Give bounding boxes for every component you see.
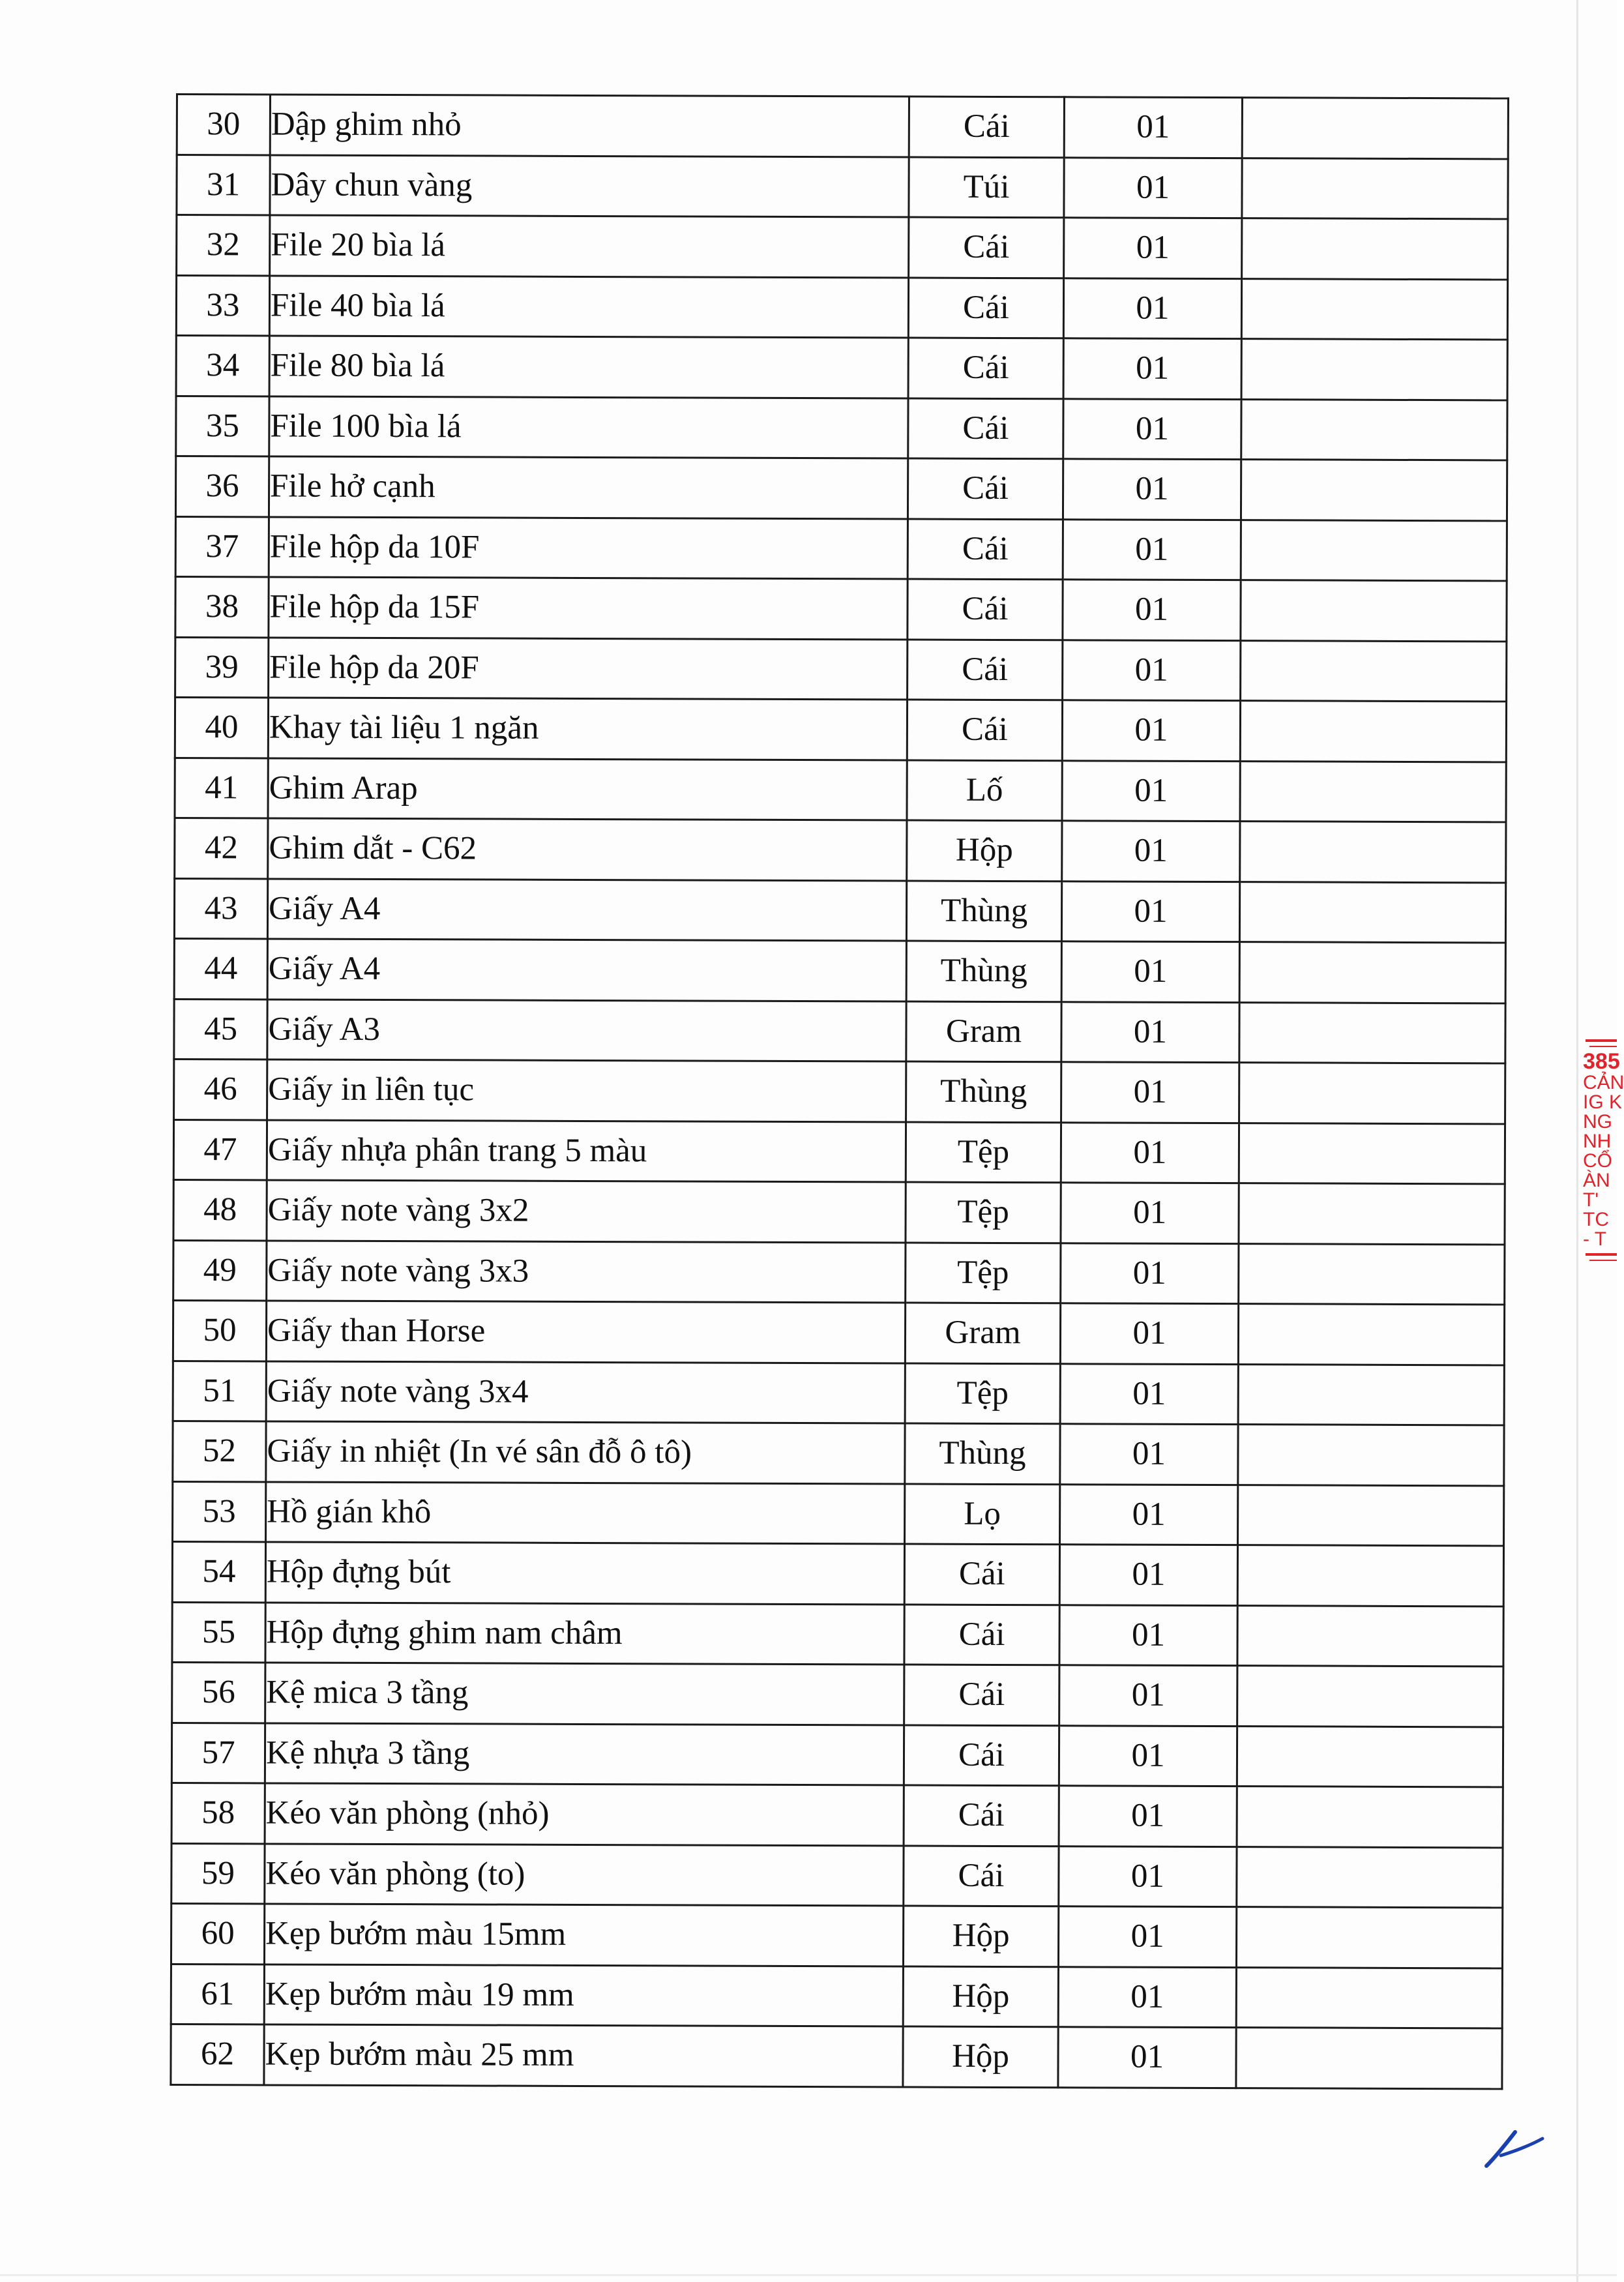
item-name-cell: Kẹp bướm màu 15mm [264,1904,903,1966]
quantity-cell: 01 [1064,97,1242,158]
quantity-cell: 01 [1063,519,1241,580]
stamp-rule [1589,1046,1617,1047]
row-number-cell: 41 [175,758,268,818]
unit-cell: Cái [904,1725,1059,1786]
row-number-cell: 46 [174,1059,267,1119]
quantity-cell: 01 [1061,1122,1239,1183]
row-number-cell: 36 [175,456,269,517]
row-number-cell: 52 [173,1421,266,1481]
row-number-cell: 62 [171,2024,264,2084]
note-cell [1241,580,1507,642]
table-row [173,1361,1504,1425]
quantity-cell: 01 [1063,459,1241,520]
item-name-cell: File 80 bìa lá [269,336,908,398]
stamp-text: 385 [1583,1049,1620,1074]
stamp-text: NG [1583,1111,1612,1133]
stamp-text: IG K [1583,1091,1623,1113]
table-row [175,516,1507,581]
red-stamp-fragment [1580,1035,1624,1317]
item-name-cell: File 20 bìa lá [270,215,909,278]
note-cell [1242,98,1508,159]
note-cell [1239,1243,1505,1305]
table-row [177,95,1508,159]
item-name-cell: File hộp da 20F [269,637,908,700]
note-cell [1238,1364,1504,1425]
row-number-cell: 37 [175,516,269,577]
table-row [173,1119,1505,1184]
stamp-text: T' [1583,1189,1599,1211]
stamp-text: NH [1583,1131,1612,1152]
quantity-cell: 01 [1063,640,1241,700]
row-number-cell: 45 [174,999,267,1060]
unit-cell: Cái [908,398,1063,459]
quantity-cell: 01 [1058,1906,1236,1967]
table-row [176,396,1507,460]
quantity-cell: 01 [1061,1183,1239,1243]
stamp-text: - T [1583,1228,1607,1250]
note-cell [1237,1846,1503,1908]
table-row [177,215,1508,280]
stamp-text: TC [1583,1209,1609,1230]
quantity-cell: 01 [1059,1786,1237,1846]
stamp-text: ÀN [1583,1170,1610,1191]
quantity-cell: 01 [1061,1243,1239,1303]
handwritten-initial-mark [1475,2112,1546,2171]
unit-cell: Tệp [906,1182,1061,1243]
note-cell [1241,520,1507,581]
scan-edge-bottom [0,2274,1617,2276]
item-name-cell: Giấy A3 [267,999,906,1061]
row-number-cell: 61 [171,1964,264,2024]
note-cell [1240,761,1506,822]
quantity-cell: 01 [1064,218,1242,278]
item-name-cell: Kẹp bướm màu 19 mm [264,1964,903,2026]
quantity-cell: 01 [1059,1545,1237,1605]
quantity-cell: 01 [1062,700,1240,761]
note-cell [1242,218,1508,280]
supplies-table-body [171,95,1509,2089]
unit-cell: Hộp [903,1906,1058,1966]
quantity-cell: 01 [1060,1484,1238,1545]
item-name-cell: File hộp da 15F [269,577,908,640]
note-cell [1239,1063,1505,1124]
item-name-cell: Ghim Arap [268,758,907,820]
item-name-cell: Giấy nhựa phân trang 5 màu [267,1119,906,1182]
item-name-cell: Hộp đựng bút [265,1542,904,1605]
item-name-cell: Giấy in nhiệt (In vé sân đỗ ô tô) [266,1421,905,1484]
quantity-cell: 01 [1063,338,1241,399]
table-row [175,577,1507,642]
quantity-cell: 01 [1064,157,1242,218]
unit-cell: Cái [909,96,1064,157]
item-name-cell: Giấy than Horse [266,1301,905,1363]
quantity-cell: 01 [1061,1001,1239,1062]
item-name-cell: Kéo văn phòng (to) [265,1843,904,1906]
item-name-cell: Hồ gián khô [266,1481,905,1544]
row-number-cell: 54 [172,1541,265,1602]
unit-cell: Hộp [903,1966,1058,2027]
quantity-cell: 01 [1059,1665,1237,1726]
item-name-cell: Kéo văn phòng (nhỏ) [265,1783,904,1846]
quantity-cell: 01 [1063,580,1241,640]
unit-cell: Lọ [905,1484,1060,1545]
table-row [174,999,1505,1063]
row-number-cell: 39 [175,637,269,698]
item-name-cell: Giấy note vàng 3x4 [266,1361,905,1423]
note-cell [1239,1123,1505,1184]
unit-cell: Cái [904,1846,1059,1906]
unit-cell: Cái [909,217,1064,278]
item-name-cell: Giấy note vàng 3x3 [267,1240,906,1303]
unit-cell: Cái [904,1605,1059,1665]
note-cell [1238,1425,1504,1486]
table-row [171,1843,1503,1908]
row-number-cell: 53 [173,1481,266,1542]
table-row [174,1059,1505,1123]
supplies-table [170,93,1509,2090]
unit-cell: Thùng [906,941,1061,1001]
table-row [172,1662,1503,1726]
note-cell [1237,1605,1503,1667]
unit-cell: Tệp [906,1243,1061,1303]
stamp-rule [1589,1260,1617,1261]
unit-cell: Cái [904,1665,1059,1725]
row-number-cell: 31 [177,155,270,215]
note-cell [1240,822,1506,883]
note-cell [1241,460,1507,521]
item-name-cell: Kệ mica 3 tầng [265,1663,904,1725]
quantity-cell: 01 [1059,1846,1237,1906]
table-row [175,758,1506,822]
table-row [171,1903,1502,1968]
note-cell [1241,640,1507,702]
table-row [175,637,1507,702]
note-cell [1237,1545,1503,1607]
stamp-text: CẢN [1583,1072,1624,1093]
row-number-cell: 33 [176,275,269,336]
unit-cell: Cái [907,700,1062,760]
unit-cell: Lố [907,760,1062,821]
quantity-cell: 01 [1060,1303,1238,1364]
note-cell [1241,399,1507,460]
quantity-cell: 01 [1060,1424,1238,1485]
note-cell [1238,1485,1504,1546]
unit-cell: Cái [908,579,1063,640]
row-number-cell: 55 [172,1602,265,1663]
table-row [175,818,1506,882]
unit-cell: Túi [909,157,1064,218]
note-cell [1238,1304,1504,1365]
row-number-cell: 44 [174,938,267,999]
row-number-cell: 34 [176,336,269,396]
table-row [175,698,1506,762]
note-cell [1240,701,1506,762]
note-cell [1239,1183,1505,1245]
table-row [174,878,1505,943]
note-cell [1242,158,1508,219]
quantity-cell: 01 [1061,881,1239,941]
note-cell [1239,1002,1505,1063]
row-number-cell: 57 [171,1723,265,1783]
quantity-cell: 01 [1058,2027,1236,2088]
note-cell [1236,1907,1502,1968]
unit-cell: Cái [908,519,1063,580]
item-name-cell: Kẹp bướm màu 25 mm [264,2024,903,2087]
quantity-cell: 01 [1060,1363,1238,1424]
table-row [177,155,1508,219]
note-cell [1236,1967,1502,2028]
table-row [173,1481,1504,1546]
table-row [171,1783,1503,1847]
note-cell [1241,278,1507,340]
item-name-cell: Ghim dắt - C62 [268,818,907,881]
row-number-cell: 56 [172,1662,265,1723]
unit-cell: Cái [908,640,1063,700]
table-row [175,456,1507,521]
table-row [172,1541,1503,1606]
row-number-cell: 47 [173,1119,267,1180]
stamp-rule [1586,1253,1617,1256]
row-number-cell: 30 [177,95,270,155]
quantity-cell: 01 [1062,760,1240,821]
unit-cell: Thùng [905,1423,1060,1484]
table-row [173,1300,1504,1365]
table-row [172,1602,1503,1667]
unit-cell: Thùng [906,881,1061,941]
table-row [173,1179,1505,1244]
unit-cell: Thùng [906,1061,1061,1122]
table-row [171,1964,1502,2028]
item-name-cell: Giấy in liên tục [267,1060,906,1122]
table-row [171,1723,1503,1787]
row-number-cell: 59 [171,1843,265,1904]
table-row [176,275,1507,340]
table-row [173,1240,1505,1305]
row-number-cell: 38 [175,577,269,638]
stamp-rule [1586,1039,1617,1042]
stamp-text: CỔ [1583,1150,1612,1172]
table-row [173,1421,1504,1485]
row-number-cell: 42 [175,818,268,878]
quantity-cell: 01 [1063,278,1241,338]
unit-cell: Gram [905,1303,1060,1363]
item-name-cell: Khay tài liệu 1 ngăn [268,698,907,760]
row-number-cell: 49 [173,1240,267,1301]
quantity-cell: 01 [1062,821,1240,882]
unit-cell: Hộp [907,820,1062,881]
quantity-cell: 01 [1061,941,1239,1002]
note-cell [1239,882,1505,943]
item-name-cell: Giấy note vàng 3x2 [267,1180,906,1243]
quantity-cell: 01 [1058,1966,1236,2027]
quantity-cell: 01 [1059,1725,1237,1786]
note-cell [1237,1726,1503,1787]
scan-edge-right [1576,0,1578,2282]
item-name-cell: Hộp đựng ghim nam châm [265,1602,904,1665]
item-name-cell: Dập ghim nhỏ [270,95,909,157]
note-cell [1239,942,1505,1003]
unit-cell: Tệp [906,1122,1061,1183]
note-cell [1236,2028,1502,2089]
item-name-cell: Giấy A4 [267,878,906,941]
item-name-cell: Giấy A4 [267,939,906,1001]
row-number-cell: 51 [173,1361,266,1421]
quantity-cell: 01 [1059,1605,1237,1665]
item-name-cell: File hở cạnh [269,456,908,519]
item-name-cell: File 100 bìa lá [269,396,908,458]
row-number-cell: 40 [175,698,268,758]
unit-cell: Cái [908,278,1063,338]
table-row [171,2024,1502,2088]
row-number-cell: 48 [173,1179,267,1240]
note-cell [1237,1786,1503,1848]
quantity-cell: 01 [1061,1062,1239,1123]
row-number-cell: 43 [174,878,267,939]
item-name-cell: File 40 bìa lá [269,275,908,338]
row-number-cell: 60 [171,1903,264,1964]
unit-cell: Cái [904,1544,1059,1605]
quantity-cell: 01 [1063,398,1241,459]
table-row [174,938,1505,1003]
unit-cell: Cái [904,1785,1059,1846]
note-cell [1241,339,1507,400]
row-number-cell: 35 [176,396,269,456]
unit-cell: Hộp [903,2026,1058,2087]
note-cell [1237,1666,1503,1727]
row-number-cell: 58 [171,1783,265,1843]
item-name-cell: File hộp da 10F [269,516,908,579]
item-name-cell: Dây chun vàng [270,155,909,217]
table-row [176,336,1507,400]
item-name-cell: Kệ nhựa 3 tầng [265,1723,904,1785]
row-number-cell: 32 [177,215,270,276]
unit-cell: Gram [906,1001,1061,1062]
unit-cell: Tệp [905,1363,1060,1424]
unit-cell: Cái [908,458,1063,519]
unit-cell: Cái [908,338,1063,398]
row-number-cell: 50 [173,1300,266,1361]
